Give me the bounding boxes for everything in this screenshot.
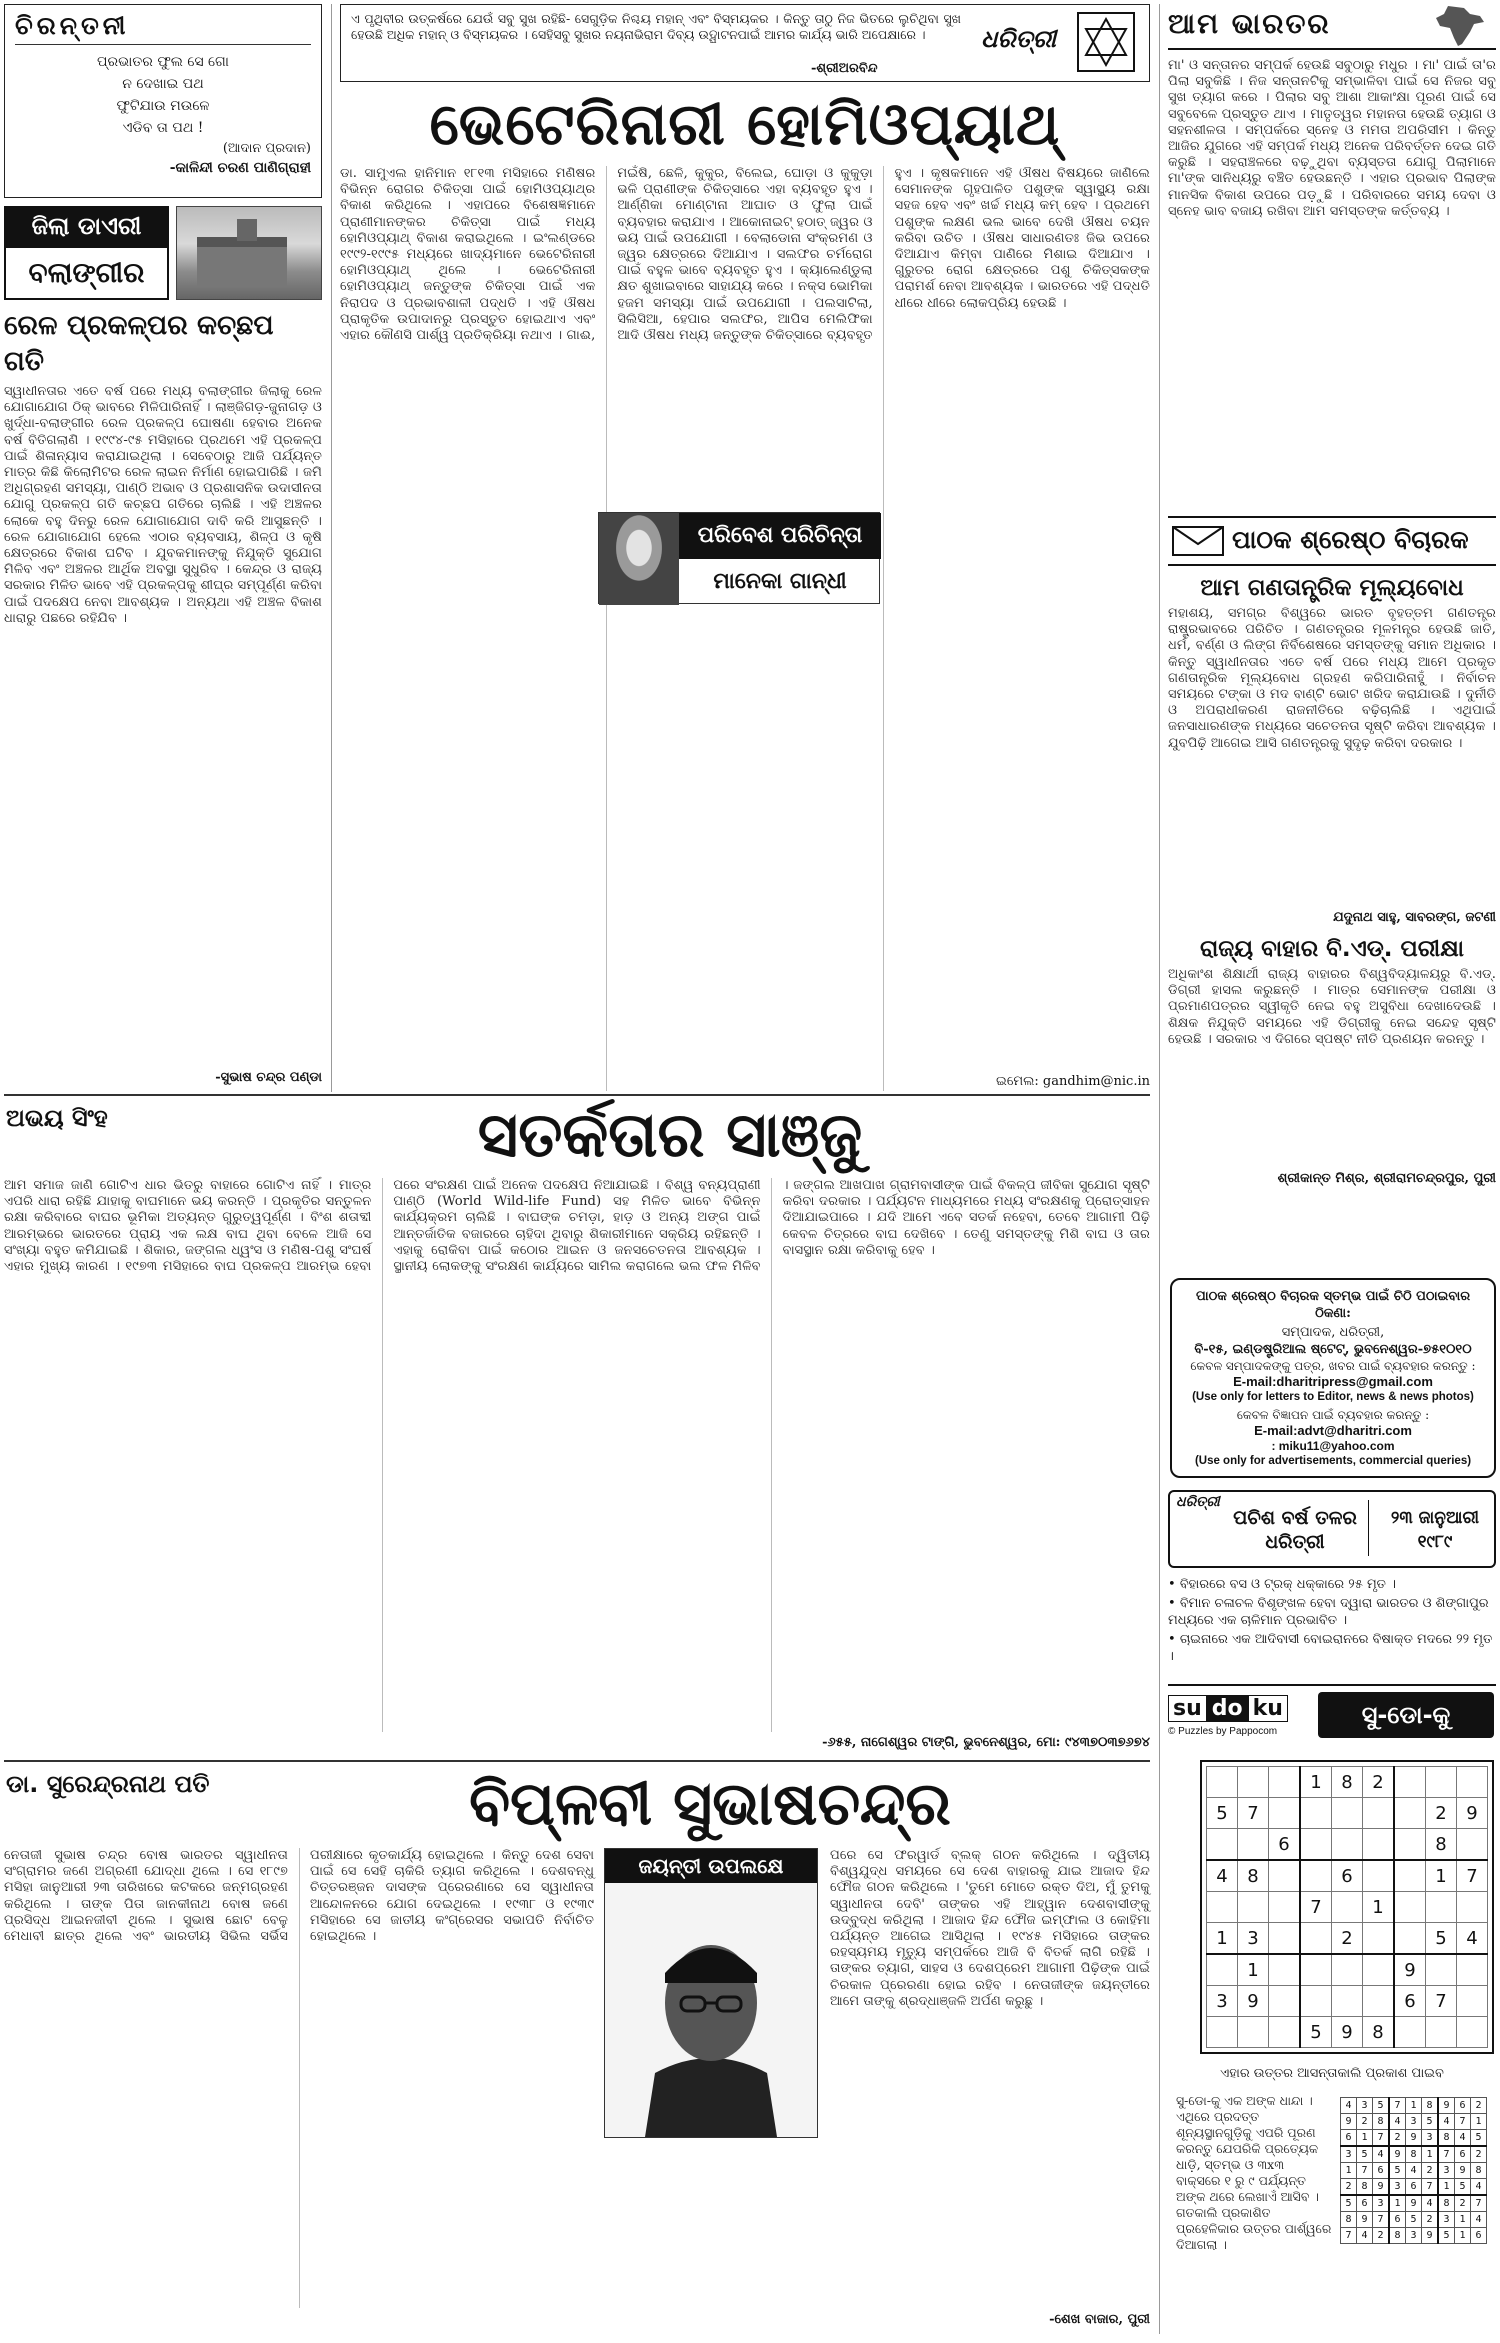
sudoku-cell[interactable] <box>1394 1860 1426 1892</box>
homeo-body: ଡା. ସାମୁଏଲ ହାନିମାନ ୧୮୧୩ ମସିହାରେ ମଣିଷର ବିଭିନ୍ନ ରୋଗର ଚିକିତ୍ସା ପାଇଁ ହୋମିଓପ୍ୟାଥ୍‌ର ବିକାଶ କରିଥିଲେ । ଏହାପରେ ବିଶେଷଜ୍ଞମାନେ ପ୍ରାଣୀମାନଙ୍କର ଚିକିତ୍ସା ପାଇଁ ମଧ୍ୟ ହୋମିଓପ୍ୟାଥ୍ ବିକାଶ କରାଇଥିଲେ । ଇଂଲଣ୍ଡରେ ୧୯୯୨-୧୯୯୫ ମଧ୍ୟରେ ଖାଦ୍ୟମାନେ ଭେଟେରିନାରୀ ହୋମିଓପ୍ୟାଥ୍ ଥିଲେ । ଭେଟେରିନାରୀ ହୋମିଓପ୍ୟାଥ୍ ଜନ୍ତୁଙ୍କ ଚିକିତ୍ସା ପାଇଁ ଏକ ନିରାପଦ ଓ ପ୍ରଭାବଶାଳୀ ପଦ୍ଧତି । ଏହି ଔଷଧ ପ୍ରାକୃତିକ ଉପାଦାନରୁ ପ୍ରସ୍ତୁତ ହୋଇଥାଏ ଏବଂ ଏହାର କୌଣସି ପାର୍ଶ୍ୱ ପ୍ରତିକ୍ରିୟା ନଥାଏ । ଗାଈ, ମଇଁଷି, ଛେଳି, କୁକୁର, ବିଲେଇ, ଘୋଡ଼ା ଓ କୁକୁଡ଼ା ଭଳି ପ୍ରାଣୀଙ୍କ ଚିକିତ୍ସାରେ ଏହା ବ୍ୟବହୃତ ହୁଏ । ଆର୍ଣ୍ଣିକା ମୋଣ୍ଟାନା ଆଘାତ ଓ ଫୁଲା ପାଇଁ ବ୍ୟବହାର କରାଯାଏ । ଆକୋନାଇଟ୍ ହଠାତ୍ ଜ୍ୱର ଓ ଭୟ ପାଇଁ ଉପଯୋଗୀ । ବେଲାଡୋନା ସଂକ୍ରମଣ ଓ ଜ୍ୱର କ୍ଷେତ୍ରରେ ଦିଆଯାଏ । ସଲଫର ଚର୍ମରୋଗ ପାଇଁ ବହୁଳ ଭାବେ ବ୍ୟବହୃତ ହୁଏ । କ୍ୟାଲେଣ୍ଡୁଲା କ୍ଷତ ଶୁଖାଇବାରେ ସାହାଯ୍ୟ କରେ । ନକ୍ସ ଭୋମିକା ହଜମ ସମସ୍ୟା ପାଇଁ ଉପଯୋଗୀ । ପଲସାଟିଲା, ସିଲିସିଆ, ହେପାର ସଲଫର, ଆପିସ ମେଲିଫିକା ଆଦି ଔଷଧ ମଧ୍ୟ ଜନ୍ତୁଙ୍କ ଚିକିତ୍ସାରେ ବ୍ୟବହୃତ ହୁଏ । କୃଷକମାନେ ଏହି ଔଷଧ ବିଷୟରେ ଜାଣିଲେ ସେମାନଙ୍କ ଗୃହପାଳିତ ପଶୁଙ୍କ ସ୍ୱାସ୍ଥ୍ୟ ରକ୍ଷା ସହଜ ହେବ ଏବଂ ଖର୍ଚ୍ଚ ମଧ୍ୟ କମ୍ ହେବ । ପ୍ରଥମେ ପଶୁଙ୍କ ଲକ୍ଷଣ ଭଲ ଭାବେ ଦେଖି ଔଷଧ ଚୟନ କରିବା ଉଚିତ । ଔଷଧ ସାଧାରଣତଃ ଜିଭ ଉପରେ ଦିଆଯାଏ କିମ୍ବା ପାଣିରେ ମିଶାଇ ଦିଆଯାଏ । ଗୁରୁତର ରୋଗ କ୍ଷେତ୍ରରେ ପଶୁ ଚିକିତ୍ସକଙ୍କ ପରାମର୍ଶ ନେବା ଆବଶ୍ୟକ । ଭାରତରେ ଏହି ପଦ୍ଧତି ଧୀରେ ଧୀରେ ଲୋକପ୍ରିୟ ହେଉଛି । <box>340 166 1150 344</box>
solution-cell: 4 <box>1438 2114 1455 2130</box>
sudoku-cell[interactable] <box>1363 1798 1395 1829</box>
solution-cell: 5 <box>1406 2212 1422 2228</box>
amabharata-title: ଆମ ଭାରତର <box>1168 7 1331 40</box>
pachisa-logo: ଧରିତ୍ରୀ <box>1176 1494 1220 1510</box>
sudoku-cell: 2 <box>1332 1923 1363 1955</box>
solution-cell: 6 <box>1389 2212 1406 2228</box>
sudoku-cell: 5 <box>1300 2017 1332 2048</box>
subhash-body-right: ପରେ ସେ ଫରୱାର୍ଡ ବ୍ଲକ୍ ଗଠନ କରିଥିଲେ । ଦ୍ୱିତୀୟ ବିଶ୍ୱଯୁଦ୍ଧ ସମୟରେ ସେ ଦେଶ ବାହାରକୁ ଯାଇ ଆଜାଦ ହିନ୍ଦ ଫୌଜ ଗଠନ କରିଥିଲେ । 'ତୁମେ ମୋତେ ରକ୍ତ ଦିଅ, ମୁଁ ତୁମକୁ ସ୍ୱାଧୀନତା ଦେବି' ତାଙ୍କର ଏହି ଆହ୍ୱାନ ଦେଶବାସୀଙ୍କୁ ଉଦ୍ବୁଦ୍ଧ କରିଥିଲା । ଆଜାଦ ହିନ୍ଦ ଫୌଜ ଇମ୍ଫାଲ ଓ କୋହିମା ପର୍ଯ୍ୟନ୍ତ ଆଗେଇ ଆସିଥିଲା । ୧୯୪୫ ମସିହାରେ ତାଙ୍କର ରହସ୍ୟମୟ ମୃତ୍ୟୁ ସମ୍ପର୍କରେ ଆଜି ବି ବିତର୍କ ଲାଗି ରହିଛି । ତାଙ୍କର ତ୍ୟାଗ, ସାହସ ଓ ଦେଶପ୍ରେମ ଆଗାମୀ ପିଢ଼ିଙ୍କ ପାଇଁ ଚିରକାଳ ପ୍ରେରଣା ହୋଇ ରହିବ । ନେତାଜୀଙ୍କ ଜୟନ୍ତୀରେ ଆମେ ତାଙ୍କୁ ଶ୍ରଦ୍ଧାଞ୍ଜଳି ଅର୍ପଣ କରୁଛୁ । <box>830 1848 1150 2009</box>
solution-cell: 4 <box>1471 2212 1487 2228</box>
sudoku-cell: 9 <box>1394 1954 1426 1986</box>
satarkata-author: -୬୫୫, ନାଗେଶ୍ୱର ଟାଙ୍ଗି, ଭୁବନେଶ୍ୱର, ମୋ: ୯୪୩୭୦୩୭୬୭୪ <box>822 1735 1150 1750</box>
solution-cell: 5 <box>1389 2163 1406 2179</box>
homeo-headline: ଭେଟେରିନାରୀ ହୋମିଓପ୍ୟାଥ୍ <box>429 90 1061 158</box>
sudoku-cell: 7 <box>1238 1798 1269 1829</box>
sudoku-cell: 6 <box>1332 1860 1363 1892</box>
sudoku-cell: 3 <box>1207 1986 1238 2017</box>
sudoku-cell: 9 <box>1457 1798 1488 1829</box>
solution-row <box>1341 2130 1487 2147</box>
sudoku-prev-solution <box>1340 2097 1487 2244</box>
letter1-author: ଯଦୁନାଥ ସାହୁ, ସାବରଙ୍ଗ, ଜଟଣୀ <box>1333 910 1496 925</box>
sudoku-cell[interactable] <box>1207 1767 1238 1798</box>
solution-cell: 8 <box>1389 2228 1406 2244</box>
solution-cell: 1 <box>1422 2146 1439 2163</box>
sudoku-cell[interactable] <box>1426 2017 1457 2048</box>
poem-line: ଏଡିବ ତା ପଥ ! <box>122 120 204 136</box>
sudoku-cell: 6 <box>1394 1986 1426 2017</box>
quote-text: ଏ ପୃଥିବୀର ଉତ୍କର୍ଷରେ ଯେଉଁ ସବୁ ସୁଖ ରହିଛି- ସେଗୁଡ଼ିକ ନିଶ୍ଚୟ ମହାନ୍ ଏବଂ ବିସ୍ମୟକର । କିନ୍ତୁ ତାଠୁ ନିଜ ଭିତରେ ଲୁଚିଥିବା ସୁଖ ହେଉଛି ଅଧିକ ମହାନ୍ ଓ ବିସ୍ମୟକର । ସେହିସବୁ ସୁଖର ନୟନାଭିରାମ ଦିବ୍ୟ ଉଦ୍ଘାଟନପାଇଁ ଆମର କାର୍ଯ୍ୟ ଭାରି ଅପେକ୍ଷାରେ । <box>351 11 961 42</box>
letter1-title: ଆମ ଗଣତାନ୍ତ୍ରିକ ମୂଲ୍ୟବୋଧ <box>1200 575 1464 601</box>
chirantani-poem <box>15 51 311 139</box>
sudoku-cell[interactable] <box>1457 2017 1488 2048</box>
sudoku-row <box>1207 2017 1488 2048</box>
solution-cell: 5 <box>1357 2146 1373 2163</box>
solution-row <box>1341 2098 1487 2114</box>
sudoku-row <box>1207 1798 1488 1829</box>
solution-cell: 8 <box>1357 2179 1373 2196</box>
subhash-author-top: ଡା. ସୁରେନ୍ଦ୍ରନାଥ ପତି <box>6 1770 210 1798</box>
sudoku-cell[interactable] <box>1394 1798 1426 1829</box>
solution-cell: 4 <box>1357 2228 1373 2244</box>
amabharata-box <box>1168 4 1496 514</box>
solution-cell: 8 <box>1422 2098 1439 2114</box>
sudoku-cell[interactable] <box>1238 2017 1269 2048</box>
sudoku-cell[interactable] <box>1207 1892 1238 1923</box>
sudoku-odia-title: ସୁ-ଡୋ-କୁ <box>1318 1692 1494 1738</box>
sudoku-row <box>1207 1860 1488 1892</box>
solution-cell: 5 <box>1455 2179 1471 2196</box>
sudoku-cell[interactable] <box>1457 1767 1488 1798</box>
letter2-title: ରାଜ୍ୟ ବାହାର ବି.ଏଡ୍. ପରୀକ୍ଷା <box>1199 936 1465 962</box>
pachisa-item: • ବିହାରରେ ବସ ଓ ଟ୍ରକ୍ ଧକ୍କାରେ ୨୫ ମୃତ । <box>1168 1577 1396 1592</box>
sudoku-cell: 1 <box>1300 1767 1332 1798</box>
sudoku-cell: 9 <box>1332 2017 1363 2048</box>
sudoku-row <box>1207 1892 1488 1923</box>
pachisa-item: • ଚାଇନାରେ ଏକ ଆଦିବାସୀ ବୋଇରାନରେ ବିଷାକ୍ତ ମଦରେ ୨୨ ମୃତ । <box>1168 1632 1493 1664</box>
contact-heading: ପାଠକ ଶ୍ରେଷ୍ଠ ବିଚାରକ ସ୍ତମ୍ଭ ପାଇଁ ଚିଠି ପଠାଇବାର ଠିକଣା: <box>1195 1289 1471 1321</box>
homeo-email[interactable]: ଇମେଲ: gandhim@nic.in <box>996 1074 1150 1089</box>
sudoku-cell[interactable] <box>1457 1892 1488 1923</box>
solution-cell: 3 <box>1357 2098 1373 2114</box>
solution-cell: 5 <box>1471 2130 1487 2147</box>
solution-cell: 7 <box>1373 2212 1390 2228</box>
contact-box <box>1170 1278 1496 1478</box>
solution-cell: 1 <box>1455 2228 1471 2244</box>
sudoku-cell: 7 <box>1300 1892 1332 1923</box>
sudoku-cell[interactable] <box>1269 1767 1301 1798</box>
solution-row <box>1341 2195 1487 2212</box>
sudoku-prev-solution-grid <box>1340 2097 1487 2244</box>
solution-cell: 5 <box>1373 2098 1390 2114</box>
sudoku-row <box>1207 1767 1488 1798</box>
sudoku-cell: 4 <box>1207 1860 1238 1892</box>
sudoku-cell: 4 <box>1457 1923 1488 1955</box>
solution-cell: 9 <box>1341 2114 1357 2130</box>
subhash-photo-caption: ଜୟନ୍ତୀ ଉପଲକ୍ଷେ <box>605 1849 817 1883</box>
sudoku-cell[interactable] <box>1426 1892 1457 1923</box>
solution-cell: 6 <box>1341 2130 1357 2147</box>
solution-cell: 7 <box>1471 2195 1487 2212</box>
sudoku-cell[interactable] <box>1269 2017 1301 2048</box>
sudoku-grid <box>1206 1766 1488 2048</box>
solution-cell: 3 <box>1373 2195 1390 2212</box>
sudoku-cell[interactable] <box>1426 1954 1457 1986</box>
solution-cell: 8 <box>1406 2146 1422 2163</box>
dharitri-logo: ଧରିତ୍ରୀ <box>981 25 1056 53</box>
solution-cell: 2 <box>1389 2130 1406 2147</box>
contact-line2: ବି-୧୫, ଇଣ୍ଡଷ୍ଟ୍ରିଆଲ ଷ୍ଟେଟ୍, ଭୁବନେଶ୍ୱର-୭୫୧୦୧୦ <box>1194 1342 1472 1357</box>
letter2-body: ଅଧିକାଂଶ ଶିକ୍ଷାର୍ଥୀ ରାଜ୍ୟ ବାହାରର ବିଶ୍ୱବିଦ୍ୟାଳୟରୁ ବି.ଏଡ୍. ଡିଗ୍ରୀ ହାସଲ କରୁଛନ୍ତି । ମାତ୍ର ସେମାନଙ୍କ ପରୀକ୍ଷା ଓ ପ୍ରମାଣପତ୍ରର ସ୍ୱୀକୃତି ନେଇ ବହୁ ଅସୁବିଧା ଦେଖାଦେଉଛି । ଶିକ୍ଷକ ନିଯୁକ୍ତି ସମୟରେ ଏହି ଡିଗ୍ରୀକୁ ନେଇ ସନ୍ଦେହ ସୃଷ୍ଟି ହେଉଛି । ସରକାର ଏ ଦିଗରେ ସ୍ପଷ୍ଟ ନୀତି ପ୍ରଣୟନ କରନ୍ତୁ । <box>1168 967 1496 1047</box>
solution-cell: 7 <box>1357 2163 1373 2179</box>
solution-cell: 9 <box>1455 2163 1471 2179</box>
rail-author: -ସୁଭାଷ ଚନ୍ଦ୍ର ପଣ୍ଡା <box>215 1070 322 1085</box>
solution-cell: 1 <box>1341 2163 1357 2179</box>
solution-cell: 6 <box>1373 2163 1390 2179</box>
solution-cell: 7 <box>1389 2098 1406 2114</box>
sudoku-cell: 8 <box>1363 2017 1395 2048</box>
solution-cell: 6 <box>1455 2146 1471 2163</box>
contact-note1: (Use only for letters to Editor, news & news photos) <box>1192 1391 1474 1403</box>
sudoku-cell[interactable] <box>1269 1923 1301 1955</box>
contact-email-advt[interactable]: E-mail:advt@dharitri.com <box>1254 1423 1412 1438</box>
sudoku-cell[interactable] <box>1394 1829 1426 1861</box>
letter2-author: ଶ୍ରୀକାନ୍ତ ମିଶ୍ର, ଶ୍ରୀରାମଚନ୍ଦ୍ରପୁର, ପୁରୀ <box>1277 1171 1496 1186</box>
sudoku-credit: © Puzzles by Pappocom <box>1168 1726 1278 1737</box>
contact-email-yahoo[interactable]: : miku11@yahoo.com <box>1271 1439 1395 1453</box>
solution-row <box>1341 2228 1487 2244</box>
solution-cell: 1 <box>1471 2114 1487 2130</box>
contact-line3: କେବଳ ସମ୍ପାଦକଙ୍କୁ ପତ୍ର, ଖବର ପାଇଁ ବ୍ୟବହାର କରନ୍ତୁ : <box>1190 1359 1476 1373</box>
contact-line1: ସମ୍ପାଦକ, ଧରିତ୍ରୀ, <box>1281 1325 1385 1340</box>
district-photo <box>176 206 322 300</box>
sudoku-cell[interactable] <box>1300 1860 1332 1892</box>
sudoku-cell[interactable] <box>1300 1798 1332 1829</box>
solution-cell: 4 <box>1455 2130 1471 2147</box>
solution-cell: 9 <box>1422 2228 1439 2244</box>
letter1-body: ମହାଶୟ, ସମଗ୍ର ବିଶ୍ୱରେ ଭାରତ ବୃହତ୍ତମ ଗଣତନ୍ତ୍ର ରାଷ୍ଟ୍ରଭାବରେ ପରିଚିତ । ଗଣତନ୍ତ୍ରର ମୂଳମନ୍ତ୍ର ହେଉଛି ଜାତି, ଧର୍ମ, ବର୍ଣ୍ଣ ଓ ଲିଙ୍ଗ ନିର୍ବିଶେଷରେ ସମସ୍ତଙ୍କୁ ସମାନ ଅଧିକାର । କିନ୍ତୁ ସ୍ୱାଧୀନତାର ଏତେ ବର୍ଷ ପରେ ମଧ୍ୟ ଆମେ ପ୍ରକୃତ ଗଣତାନ୍ତ୍ରିକ ମୂଲ୍ୟବୋଧ ଗ୍ରହଣ କରିପାରିନାହୁଁ । ନିର୍ବାଚନ ସମୟରେ ଟଙ୍କା ଓ ମଦ ବାଣ୍ଟି ଭୋଟ ଖରିଦ କରାଯାଉଛି । ଦୁର୍ନୀତି ଓ ଅପରାଧୀକରଣ ରାଜନୀତିରେ ବଢ଼ିଚାଲିଛି । ଏଥିପାଇଁ ଜନସାଧାରଣଙ୍କ ମଧ୍ୟରେ ସଚେତନତା ସୃଷ୍ଟି କରିବା ଆବଶ୍ୟକ । ଯୁବପିଢ଼ି ଆଗେଇ ଆସି ଗଣତନ୍ତ୍ରକୁ ସୁଦୃଢ଼ କରିବା ଦରକାର । <box>1168 606 1496 751</box>
sudoku-cell: 9 <box>1238 1986 1269 2017</box>
sudoku-cell[interactable] <box>1207 1954 1238 1986</box>
sudoku-cell[interactable] <box>1332 1798 1363 1829</box>
solution-cell: 9 <box>1373 2179 1390 2196</box>
sudoku-cell[interactable] <box>1238 1767 1269 1798</box>
sudoku-cell[interactable] <box>1269 1892 1301 1923</box>
sudoku-cell[interactable] <box>1332 1954 1363 1986</box>
sudoku-cell: 1 <box>1426 1860 1457 1892</box>
solution-cell: 2 <box>1455 2195 1471 2212</box>
solution-cell: 9 <box>1438 2098 1455 2114</box>
solution-cell: 6 <box>1455 2098 1471 2114</box>
sudoku-rules: ସୁ-ଡୋ-କୁ ଏକ ଅଙ୍କ ଧାନ୍ଦା । ଏଥିରେ ପ୍ରଦତ୍ତ ଶୂନ୍ୟସ୍ଥାନଗୁଡ଼ିକୁ ଏପରି ପୂରଣ କରନ୍ତୁ ଯେପରିକି ପ୍ରତ୍ୟେକ ଧାଡ଼ି, ସ୍ତମ୍ଭ ଓ ୩x୩ ବାକ୍ସରେ ୧ ରୁ ୯ ପର୍ଯ୍ୟନ୍ତ ଅଙ୍କ ଥରେ ଲେଖାଏଁ ଆସିବ । ଗତକାଲି ପ୍ରକାଶିତ ପ୍ରହେଳିକାର ଉତ୍ତର ପାର୍ଶ୍ୱରେ ଦିଆଗଲା । <box>1176 2093 1332 2252</box>
sudoku-cell[interactable] <box>1300 1954 1332 1986</box>
chirantani-title: ଚିରନ୍ତନୀ <box>15 11 311 45</box>
pachisa-date: ୨୩ ଜାନୁଆରୀ ୧୯୮୯ <box>1390 1508 1480 1552</box>
solution-cell: 8 <box>1471 2163 1487 2179</box>
amabharata-body: ମା' ଓ ସନ୍ତାନର ସମ୍ପର୍କ ହେଉଛି ସବୁଠାରୁ ମଧୁର । ମା' ପାଇଁ ତା'ର ପିଲା ସବୁକିଛି । ନିଜ ସନ୍ତାନଟିକୁ ସମ୍ଭାଳିବା ପାଇଁ ସେ ନିଜର ସବୁ ସୁଖ ତ୍ୟାଗ କରେ । ପିଲାର ସବୁ ଆଶା ଆକାଂକ୍ଷା ପୂରଣ ପାଇଁ ସେ ସବୁବେଳେ ପ୍ରସ୍ତୁତ ଥାଏ । ମାତୃତ୍ୱର ମହାନତା ହେଉଛି ତ୍ୟାଗ ଓ ସହନଶୀଳତା । ସମ୍ପର୍କରେ ସ୍ନେହ ଓ ମମତା ଅପରିସୀମ । କିନ୍ତୁ ଆଜିର ଯୁଗରେ ଏହି ସମ୍ପର୍କ ମଧ୍ୟ ଅନେକ ପରିବର୍ତ୍ତନ ଦେଇ ଗତି କରୁଛି । ସହରାଞ୍ଚଳରେ ବଢ଼ୁଥିବା ବ୍ୟସ୍ତତା ଯୋଗୁ ପିଲାମାନେ ମା'ଙ୍କ ସାନିଧ୍ୟରୁ ବଞ୍ଚିତ ହେଉଛନ୍ତି । ଏହାର ପ୍ରଭାବ ପିଲାଙ୍କ ମାନସିକ ବିକାଶ ଉପରେ ପଡ଼ୁଛି । ପରିବାରରେ ସମୟ ଦେବା ଓ ସ୍ନେହ ଭାବ ବଜାୟ ରଖିବା ଆମ ସମସ୍ତଙ୍କ କର୍ତ୍ତବ୍ୟ । <box>1168 58 1496 219</box>
india-map-icon <box>1430 4 1488 48</box>
sudoku-cell: 5 <box>1207 1798 1238 1829</box>
sudoku-grid-wrap <box>1200 1760 1494 2054</box>
solution-cell: 2 <box>1471 2098 1487 2114</box>
sudoku-cell[interactable] <box>1394 1892 1426 1923</box>
sudoku-logo <box>1168 1692 1308 1726</box>
sudoku-section <box>1168 1684 1496 2334</box>
pachisa-item: • ବିମାନ ଚଳାଚଳ ବିଶୃଙ୍ଖଳ ହେବା ଦ୍ୱାରା ଭାରତର ଓ ଶିଙ୍ଗାପୁର ମଧ୍ୟରେ ଏକ ଚାଳିମାନ ପ୍ରଭାବିତ । <box>1168 1596 1489 1628</box>
solution-cell: 3 <box>1438 2212 1455 2228</box>
sudoku-cell[interactable] <box>1426 1767 1457 1798</box>
sudoku-cell[interactable] <box>1457 1829 1488 1861</box>
sudoku-row <box>1207 1986 1488 2017</box>
solution-cell: 7 <box>1422 2179 1439 2196</box>
sudoku-cell: 8 <box>1426 1829 1457 1861</box>
sudoku-cell[interactable] <box>1394 1923 1426 1955</box>
pachisa-item-text: ବିମାନ ଚଳାଚଳ ବିଶୃଙ୍ଖଳ ହେବା ଦ୍ୱାରା ଭାରତର ଓ ଶିଙ୍ଗାପୁର ମଧ୍ୟରେ ଏକ ଚାଳିମାନ ପ୍ରଭାବିତ । <box>1168 1596 1489 1628</box>
pachisa-item-text: ବିହାରରେ ବସ ଓ ଟ୍ରକ୍ ଧକ୍କାରେ ୨୫ ମୃତ । <box>1179 1577 1396 1592</box>
solution-cell: 4 <box>1341 2098 1357 2114</box>
sudoku-cell[interactable] <box>1269 1860 1301 1892</box>
solution-cell: 2 <box>1471 2146 1487 2163</box>
chirantani-box <box>4 4 322 198</box>
solution-cell: 4 <box>1471 2179 1487 2196</box>
solution-cell: 1 <box>1406 2098 1422 2114</box>
solution-row <box>1341 2163 1487 2179</box>
pathaka-section <box>1168 516 1496 1276</box>
sudoku-row <box>1207 1923 1488 1955</box>
pachisa-section <box>1168 1490 1496 1680</box>
sudoku-answer-note: ଏହାର ଉତ୍ତର ଆସନ୍ତାକାଲି ପ୍ରକାଶ ପାଇବ <box>1220 2066 1444 2081</box>
pathaka-title: ପାଠକ ଶ୍ରେଷ୍ଠ ବିଚାରକ <box>1232 525 1469 554</box>
sudoku-cell[interactable] <box>1269 1954 1301 1986</box>
solution-cell: 8 <box>1373 2114 1390 2130</box>
solution-row <box>1341 2179 1487 2196</box>
sudoku-cell: 7 <box>1457 1860 1488 1892</box>
solution-cell: 3 <box>1406 2114 1422 2130</box>
rail-body: ସ୍ୱାଧୀନତାର ଏତେ ବର୍ଷ ପରେ ମଧ୍ୟ ବଲାଙ୍ଗୀର ଜିଲାକୁ ରେଳ ଯୋଗାଯୋଗ ଠିକ୍ ଭାବରେ ମିଳିପାରିନାହିଁ । ଲାଞ୍ଜିଗଡ଼-ଜୁନାଗଡ଼ ଓ ଖୁର୍ଦ୍ଧା-ବଲାଙ୍ଗୀର ରେଳ ପ୍ରକଳ୍ପ ଘୋଷଣା ହେବାର ଅନେକ ବର୍ଷ ବିତିଗଲାଣି । ୧୯୯୪-୯୫ ମସିହାରେ ପ୍ରଥମେ ଏହି ପ୍ରକଳ୍ପ ପାଇଁ ଶିଳାନ୍ୟାସ କରାଯାଇଥିଲା । ସେବେଠାରୁ ଆଜି ପର୍ଯ୍ୟନ୍ତ ମାତ୍ର କିଛି କିଲୋମିଟର ରେଳ ଲାଇନ ନିର୍ମାଣ ହୋଇପାରିଛି । ଜମି ଅଧିଗ୍ରହଣ ସମସ୍ୟା, ପାଣ୍ଠି ଅଭାବ ଓ ପ୍ରଶାସନିକ ଉଦାସୀନତା ଯୋଗୁ ପ୍ରକଳ୍ପ ଗତି କଚ୍ଛପ ଗତିରେ ଚାଲିଛି । ଏହି ଅଞ୍ଚଳର ଲୋକେ ବହୁ ଦିନରୁ ରେଳ ଯୋଗାଯୋଗ ଦାବି କରି ଆସୁଛନ୍ତି । ରେଳ ଯୋଗାଯୋଗ ହେଲେ ଏଠାର ବ୍ୟବସାୟ, ଶିଳ୍ପ ଓ କୃଷି କ୍ଷେତ୍ରରେ ବିକାଶ ଘଟିବ । ଯୁବକମାନଙ୍କୁ ନିଯୁକ୍ତି ସୁଯୋଗ ମିଳିବ ଏବଂ ଅଞ୍ଚଳର ଆର୍ଥିକ ଅବସ୍ଥା ସୁଧୁରିବ । କେନ୍ଦ୍ର ଓ ରାଜ୍ୟ ସରକାର ମିଳିତ ଭାବେ ଏହି ପ୍ରକଳ୍ପକୁ ଶୀଘ୍ର ସମ୍ପୂର୍ଣ୍ଣ କରିବା ପାଇଁ ପଦକ୍ଷେପ ନେବା ଆବଶ୍ୟକ । ଅନ୍ୟଥା ଏହି ଅଞ୍ଚଳ ବିକାଶ ଧାରାରୁ ପଛରେ ରହିଯିବ । <box>4 384 322 626</box>
solution-cell: 3 <box>1406 2228 1422 2244</box>
sudoku-row <box>1207 1829 1488 1861</box>
poem-line: ନ ଦେଖାଇ ପଥ <box>122 76 204 92</box>
solution-cell: 2 <box>1341 2179 1357 2196</box>
contact-note2: (Use only for advertisements, commercial queries) <box>1194 1455 1472 1467</box>
sudoku-cell[interactable] <box>1363 1829 1395 1861</box>
solution-cell: 7 <box>1373 2130 1390 2147</box>
solution-cell: 1 <box>1389 2195 1406 2212</box>
sudoku-cell: 6 <box>1269 1829 1301 1861</box>
solution-cell: 8 <box>1438 2130 1455 2147</box>
sudoku-cell[interactable] <box>1394 2017 1426 2048</box>
contact-email-press[interactable]: E-mail:dharitripress@gmail.com <box>1233 1374 1433 1389</box>
sudoku-cell[interactable] <box>1457 1986 1488 2017</box>
poem-line: ଫୁଟିଯାଉ ମଉଳେ <box>116 98 210 114</box>
rail-headline: ରେଳ ପ୍ରକଳ୍ପର କଚ୍ଛପ ଗତି <box>4 310 274 377</box>
solution-cell: 9 <box>1389 2146 1406 2163</box>
solution-row <box>1341 2146 1487 2163</box>
solution-cell: 1 <box>1455 2212 1471 2228</box>
satarkata-headline: ସତର୍କତାର ସାଞ୍ଜୁ <box>477 1098 863 1171</box>
sudoku-cell[interactable] <box>1300 1923 1332 1955</box>
subhash-body-left: ନେତାଜୀ ସୁଭାଷ ଚନ୍ଦ୍ର ବୋଷ ଭାରତର ସ୍ୱାଧୀନତା ସଂଗ୍ରାମର ଜଣେ ଅଗ୍ରଣୀ ଯୋଦ୍ଧା ଥିଲେ । ସେ ୧୮୯୭ ମସିହା ଜାନୁଆରୀ ୨୩ ତାରିଖରେ କଟକରେ ଜନ୍ମଗ୍ରହଣ କରିଥିଲେ । ତାଙ୍କ ପିତା ଜାନକୀନାଥ ବୋଷ ଜଣେ ପ୍ରସିଦ୍ଧ ଆଇନଜୀବୀ ଥିଲେ । ସୁଭାଷ ଛୋଟ ବେଳୁ ମେଧାବୀ ଛାତ୍ର ଥିଲେ ଏବଂ ଭାରତୀୟ ସିଭିଲ ସର୍ଭିସ ପରୀକ୍ଷାରେ କୃତକାର୍ଯ୍ୟ ହୋଇଥିଲେ । କିନ୍ତୁ ଦେଶ ସେବା ପାଇଁ ସେ ସେହି ଚାକିରି ତ୍ୟାଗ କରିଥିଲେ । ଦେଶବନ୍ଧୁ ଚିତ୍ତରଞ୍ଜନ ଦାସଙ୍କ ପ୍ରେରଣାରେ ସେ ସ୍ୱାଧୀନତା ଆନ୍ଦୋଳନରେ ଯୋଗ ଦେଇଥିଲେ । ୧୯୩୮ ଓ ୧୯୩୯ ମସିହାରେ ସେ ଜାତୀୟ କଂଗ୍ରେସର ସଭାପତି ନିର୍ବାଚିତ ହୋଇଥିଲେ । <box>4 1848 594 1945</box>
solution-cell: 3 <box>1389 2179 1406 2196</box>
solution-row <box>1341 2114 1487 2130</box>
sudoku-cell[interactable] <box>1332 1829 1363 1861</box>
pachisa-item-text: ଚାଇନାରେ ଏକ ଆଦିବାସୀ ବୋଇରାନରେ ବିଷାକ୍ତ ମଦରେ ୨୨ ମୃତ । <box>1168 1632 1493 1664</box>
zilla-diary-district: ବଲାଙ୍ଗୀର <box>4 246 169 300</box>
sudoku-cell[interactable] <box>1363 1986 1395 2017</box>
solution-cell: 2 <box>1357 2114 1373 2130</box>
sudoku-cell: 2 <box>1426 1798 1457 1829</box>
envelope-icon <box>1172 526 1224 556</box>
sudoku-cell[interactable] <box>1394 1767 1426 1798</box>
divider <box>4 1760 1150 1762</box>
solution-cell: 4 <box>1373 2146 1390 2163</box>
chirantani-source: (ଆଦାନ ପ୍ରଦାନ) <box>222 141 311 156</box>
solution-cell: 8 <box>1438 2195 1455 2212</box>
solution-cell: 7 <box>1455 2114 1471 2130</box>
column-name: ପରିବେଶ ପରିଚିନ୍ତା <box>679 513 881 559</box>
poem-line: ପ୍ରଭାତର ଫୁଲ ସେ ଗୋ <box>97 54 229 70</box>
column-rule <box>1159 4 1160 2334</box>
sudoku-cell[interactable] <box>1269 1798 1301 1829</box>
solution-row <box>1341 2212 1487 2228</box>
solution-cell: 2 <box>1422 2163 1439 2179</box>
sudoku-cell[interactable] <box>1332 1892 1363 1923</box>
sudoku-logo-part: su <box>1168 1695 1207 1722</box>
solution-cell: 1 <box>1438 2179 1455 2196</box>
sudoku-cell[interactable] <box>1207 1829 1238 1861</box>
solution-cell: 7 <box>1438 2146 1455 2163</box>
sudoku-cell: 8 <box>1238 1860 1269 1892</box>
sudoku-cell: 1 <box>1207 1923 1238 1955</box>
subhash-headline: ବିପ୍ଳବୀ ସୁଭାଷଚନ୍ଦ୍ର <box>469 1769 951 1839</box>
solution-cell: 1 <box>1357 2130 1373 2147</box>
quote-author: -ଶ୍ରୀଅରବିନ୍ଦ <box>811 61 878 76</box>
sudoku-cell[interactable] <box>1363 1860 1395 1892</box>
rail-article <box>4 308 322 1085</box>
star-emblem-icon <box>1076 11 1136 73</box>
sudoku-cell[interactable] <box>1300 1829 1332 1861</box>
solution-cell: 5 <box>1341 2195 1357 2212</box>
satarkata-author-top: ଅଭୟ ସିଂହ <box>6 1104 108 1132</box>
satarkata-body: ଆମ ସମାଜ ଜାଣି ଗୋଟିଏ ଧାର ଭିତରୁ ବାହାରେ ଗୋଟିଏ ନାହିଁ । ମାତ୍ର ଏପରି ଧାରା ରହିଛି ଯାହାକୁ ବାଘମାନେ ଭୟ କରନ୍ତି । ପ୍ରକୃତିର ସନ୍ତୁଳନ ରକ୍ଷା କରିବାରେ ବାଘର ଭୂମିକା ଅତ୍ୟନ୍ତ ଗୁରୁତ୍ୱପୂର୍ଣ୍ଣ । ବିଂଶ ଶତାବ୍ଦୀ ଆରମ୍ଭରେ ଭାରତରେ ପ୍ରାୟ ଏକ ଲକ୍ଷ ବାଘ ଥିବା ବେଳେ ଆଜି ସେ ସଂଖ୍ୟା ବହୁତ କମିଯାଇଛି । ଶିକାର, ଜଙ୍ଗଲ ଧ୍ୱଂସ ଓ ମଣିଷ-ପଶୁ ସଂଘର୍ଷ ଏହାର ମୁଖ୍ୟ କାରଣ । ୧୯୭୩ ମସିହାରେ ବାଘ ପ୍ରକଳ୍ପ ଆରମ୍ଭ ହେବା ପରେ ସଂରକ୍ଷଣ ପାଇଁ ଅନେକ ପଦକ୍ଷେପ ନିଆଯାଇଛି । ବିଶ୍ୱ ବନ୍ୟପ୍ରାଣୀ ପାଣ୍ଠି (World Wild-life Fund) ସହ ମିଳିତ ଭାବେ ବିଭିନ୍ନ କାର୍ଯ୍ୟକ୍ରମ ଚାଲିଛି । ବାଘଙ୍କ ଚମଡ଼ା, ହାଡ଼ ଓ ଅନ୍ୟ ଅଙ୍ଗ ପାଇଁ ଆନ୍ତର୍ଜାତିକ ବଜାରରେ ଚାହିଦା ଥିବାରୁ ଶିକାରୀମାନେ ସକ୍ରିୟ ରହିଛନ୍ତି । ଏହାକୁ ରୋକିବା ପାଇଁ କଠୋର ଆଇନ ଓ ଜନସଚେତନତା ଆବଶ୍ୟକ । ସ୍ଥାନୀୟ ଲୋକଙ୍କୁ ସଂରକ୍ଷଣ କାର୍ଯ୍ୟରେ ସାମିଲ କରାଗଲେ ଭଲ ଫଳ ମିଳିବ । ଜଙ୍ଗଲ ଆଖପାଖ ଗ୍ରାମବାସୀଙ୍କ ପାଇଁ ବିକଳ୍ପ ଜୀବିକା ସୁଯୋଗ ସୃଷ୍ଟି କରିବା ଦରକାର । ପର୍ଯ୍ୟଟନ ମାଧ୍ୟମରେ ମଧ୍ୟ ସଂରକ୍ଷଣକୁ ପ୍ରୋତ୍ସାହନ ଦିଆଯାଇପାରେ । ଯଦି ଆମେ ଏବେ ସତର୍କ ନହେବା, ତେବେ ଆଗାମୀ ପିଢ଼ି କେବଳ ଚିତ୍ରରେ ବାଘ ଦେଖିବେ । ତେଣୁ ସମସ୍ତଙ୍କୁ ମିଶି ବାଘ ଓ ତାର ବାସସ୍ଥାନ ରକ୍ଷା କରିବାକୁ ହେବ । <box>4 1178 1150 1275</box>
sudoku-row <box>1207 1954 1488 1986</box>
solution-cell: 5 <box>1422 2114 1439 2130</box>
solution-cell: 5 <box>1438 2228 1455 2244</box>
sudoku-cell: 1 <box>1363 1892 1395 1923</box>
solution-cell: 8 <box>1341 2212 1357 2228</box>
sudoku-cell: 8 <box>1332 1767 1363 1798</box>
solution-cell: 4 <box>1406 2163 1422 2179</box>
sudoku-cell[interactable] <box>1332 1986 1363 2017</box>
sudoku-cell: 7 <box>1426 1986 1457 2017</box>
sudoku-cell[interactable] <box>1238 1892 1269 1923</box>
columnist-box <box>598 512 880 604</box>
solution-cell: 7 <box>1341 2228 1357 2244</box>
sudoku-logo-part: do <box>1207 1695 1248 1722</box>
quote-box <box>340 4 1150 82</box>
column-rule <box>331 4 332 1092</box>
solution-cell: 2 <box>1373 2228 1390 2244</box>
solution-cell: 6 <box>1471 2228 1487 2244</box>
contact-line4: କେବଳ ବିଜ୍ଞାପନ ପାଇଁ ବ୍ୟବହାର କରନ୍ତୁ : <box>1236 1408 1430 1422</box>
sudoku-cell[interactable] <box>1269 1986 1301 2017</box>
solution-cell: 6 <box>1406 2179 1422 2196</box>
solution-cell: 6 <box>1357 2195 1373 2212</box>
subhash-author: -ଶେଖ ବାଜାର, ପୁରୀ <box>1049 2312 1150 2327</box>
subhash-photo-box <box>604 1848 818 2138</box>
solution-cell: 2 <box>1422 2212 1439 2228</box>
solution-cell: 9 <box>1406 2130 1422 2147</box>
chirantani-author: -କାଳିନ୍ଦୀ ଚରଣ ପାଣିଗ୍ରାହୀ <box>169 160 311 176</box>
sudoku-cell[interactable] <box>1363 1954 1395 1986</box>
sudoku-cell: 5 <box>1426 1923 1457 1955</box>
sudoku-cell: 3 <box>1238 1923 1269 1955</box>
sudoku-cell: 1 <box>1238 1954 1269 1986</box>
solution-cell: 3 <box>1341 2146 1357 2163</box>
solution-cell: 4 <box>1422 2195 1439 2212</box>
sudoku-cell[interactable] <box>1300 1986 1332 2017</box>
solution-cell: 4 <box>1389 2114 1406 2130</box>
sudoku-cell[interactable] <box>1207 2017 1238 2048</box>
solution-cell: 9 <box>1406 2195 1422 2212</box>
sudoku-cell[interactable] <box>1457 1954 1488 1986</box>
pachisa-label: ପଚିଶ ବର୍ଷ ତଳର ଧରିତ୍ରୀ <box>1233 1507 1357 1553</box>
zilla-diary-label: ଜିଲା ଡାଏରୀ <box>4 206 169 246</box>
sudoku-cell[interactable] <box>1238 1829 1269 1861</box>
sudoku-cell: 2 <box>1363 1767 1395 1798</box>
zilla-diary-box <box>4 206 322 304</box>
columnist-photo <box>599 513 679 605</box>
solution-cell: 9 <box>1357 2212 1373 2228</box>
solution-cell: 3 <box>1438 2163 1455 2179</box>
columnist-name: ମାନେକା ଗାନ୍ଧୀ <box>713 569 847 594</box>
subhash-portrait <box>605 1883 817 2137</box>
sudoku-logo-part: ku <box>1248 1695 1288 1722</box>
solution-cell: 3 <box>1422 2130 1439 2147</box>
sudoku-cell[interactable] <box>1363 1923 1395 1955</box>
